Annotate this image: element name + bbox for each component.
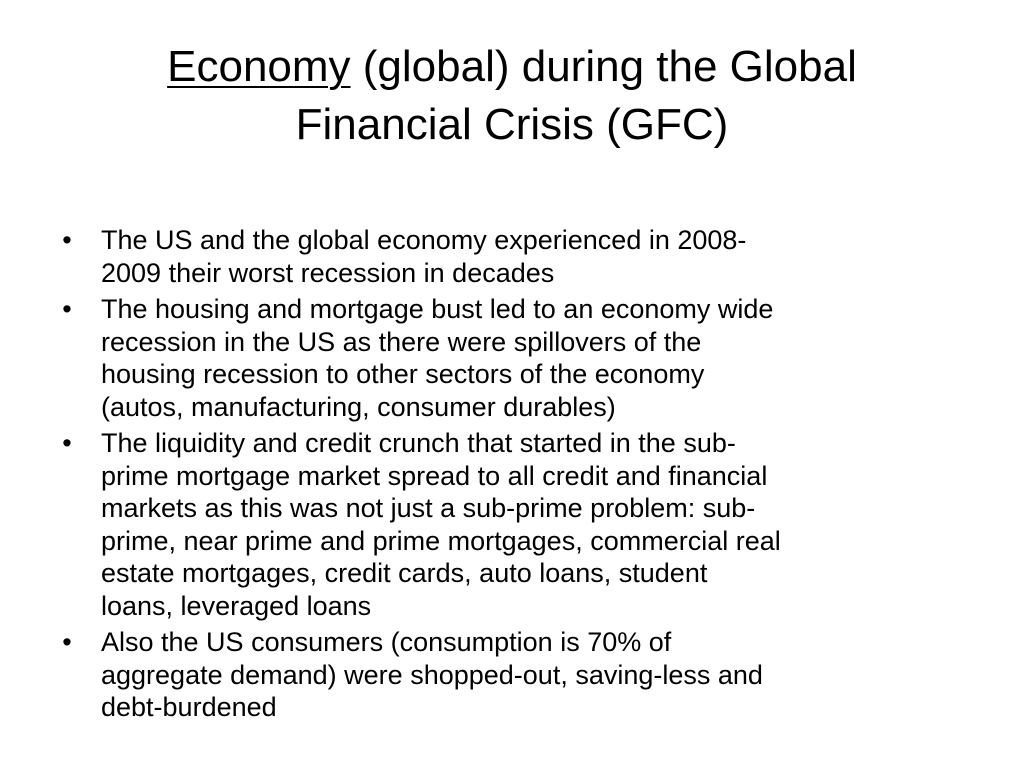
bullet-item-3 xyxy=(57,427,967,622)
bullet-line: loans, leveraged loans xyxy=(101,590,372,621)
bullet-icon: • xyxy=(62,627,72,657)
bullet-line: 2009 their worst recession in decades xyxy=(101,257,555,288)
bullet-icon: • xyxy=(62,294,72,324)
bullet-item-2 xyxy=(57,293,967,423)
bullet-line: housing recession to other sectors of the economy xyxy=(101,359,705,389)
title-text-line2: Financial Crisis (GFC) xyxy=(295,100,729,149)
bullet-line: The US and the global economy experienced in 2008- xyxy=(101,225,747,255)
title-text-line1: (global) during the Global xyxy=(350,42,857,91)
slide-title xyxy=(60,38,964,154)
bullet-item-4 xyxy=(57,626,967,724)
bullet-line: (autos, manufacturing, consumer durables) xyxy=(101,391,616,422)
bullet-icon: • xyxy=(62,225,72,255)
bullet-line: debt-burdened xyxy=(101,692,277,722)
bullet-line: The liquidity and credit crunch that started in the sub- xyxy=(101,428,736,458)
bullet-icon: • xyxy=(62,428,72,458)
bullet-item-1 xyxy=(57,224,967,289)
bullet-line: estate mortgages, credit cards, auto loans, student xyxy=(101,558,708,588)
bullet-line: Also the US consumers (consumption is 70% of xyxy=(101,627,672,657)
bullet-line: The housing and mortgage bust led to an economy wide xyxy=(101,294,774,324)
bullet-line: recession in the US as there were spillovers of the xyxy=(101,326,702,357)
bullet-line: markets as this was not just a sub-prime problem: sub- xyxy=(101,493,756,523)
bullet-line: prime, near prime and prime mortgages, commercial real xyxy=(101,525,781,556)
bullet-line: aggregate demand) were shopped-out, saving-less and xyxy=(101,659,763,690)
bullet-list xyxy=(57,224,967,728)
bullet-line: prime mortgage market spread to all credit and financial xyxy=(101,460,768,491)
title-underlined-word: Economy xyxy=(167,42,351,91)
